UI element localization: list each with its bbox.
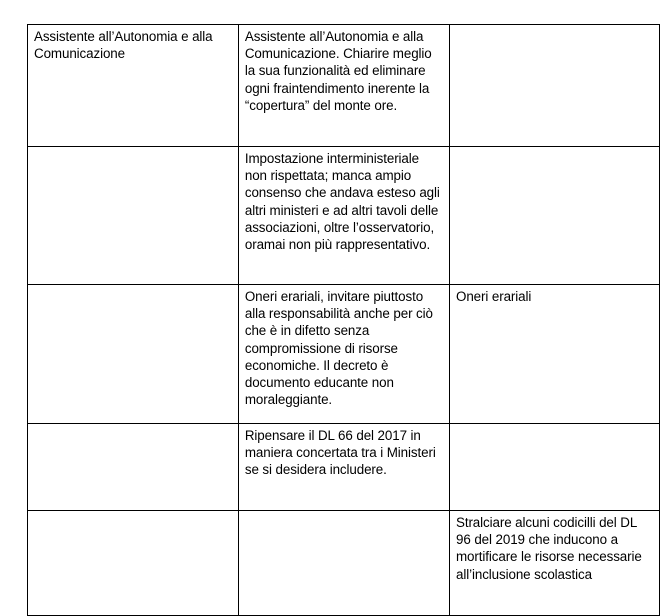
table-cell: [238, 285, 449, 424]
table-row: [28, 424, 660, 511]
table-cell: [28, 511, 239, 616]
cell-text: Oneri erariali: [456, 289, 532, 304]
document-table: [27, 24, 660, 616]
cell-text: Stralciare alcuni codicilli del DL 96 del 2019 che inducono a mortificare le risorse necessarie all’inclusione scolastica: [456, 515, 642, 582]
table-cell: [450, 511, 660, 616]
cell-text: Ripensare il DL 66 del 2017 in maniera concertata tra i Ministeri se si desidera includere.: [244, 428, 436, 478]
table-cell: [450, 25, 660, 147]
table-cell: [238, 511, 449, 616]
table-row: [28, 511, 660, 616]
table-cell: [28, 285, 239, 424]
cell-text: Impostazione interministeriale non rispettata; manca ampio consenso che andava esteso agli altri ministeri e ad altri tavoli delle associazioni, oltre l’osservatorio, oramai non più rappresentativo.: [244, 151, 440, 253]
table-cell: [450, 285, 660, 424]
table-row: [28, 285, 660, 424]
table-cell: [450, 147, 660, 285]
table-cell: [238, 147, 449, 285]
table-cell: [450, 424, 660, 511]
cell-text: Assistente all’Autonomia e alla Comunicazione. Chiarire meglio la sua funzionalità ed eliminare ogni fraintendimento inerente la “copertura” del monte ore.: [244, 29, 432, 113]
table-cell: [28, 25, 239, 147]
table-cell: [238, 424, 449, 511]
table-cell: [238, 25, 449, 147]
cell-text: Oneri erariali, invitare piuttosto alla responsabilità anche per ciò che è in difetto senza compromissione di risorse economiche. Il decreto è documento educante non moraleggiante.: [244, 289, 433, 408]
table-cell: [28, 424, 239, 511]
cell-text: Assistente all’Autonomia e alla Comunicazione: [34, 29, 213, 62]
table-row: [28, 147, 660, 285]
table-row: [28, 25, 660, 147]
table-cell: [28, 147, 239, 285]
